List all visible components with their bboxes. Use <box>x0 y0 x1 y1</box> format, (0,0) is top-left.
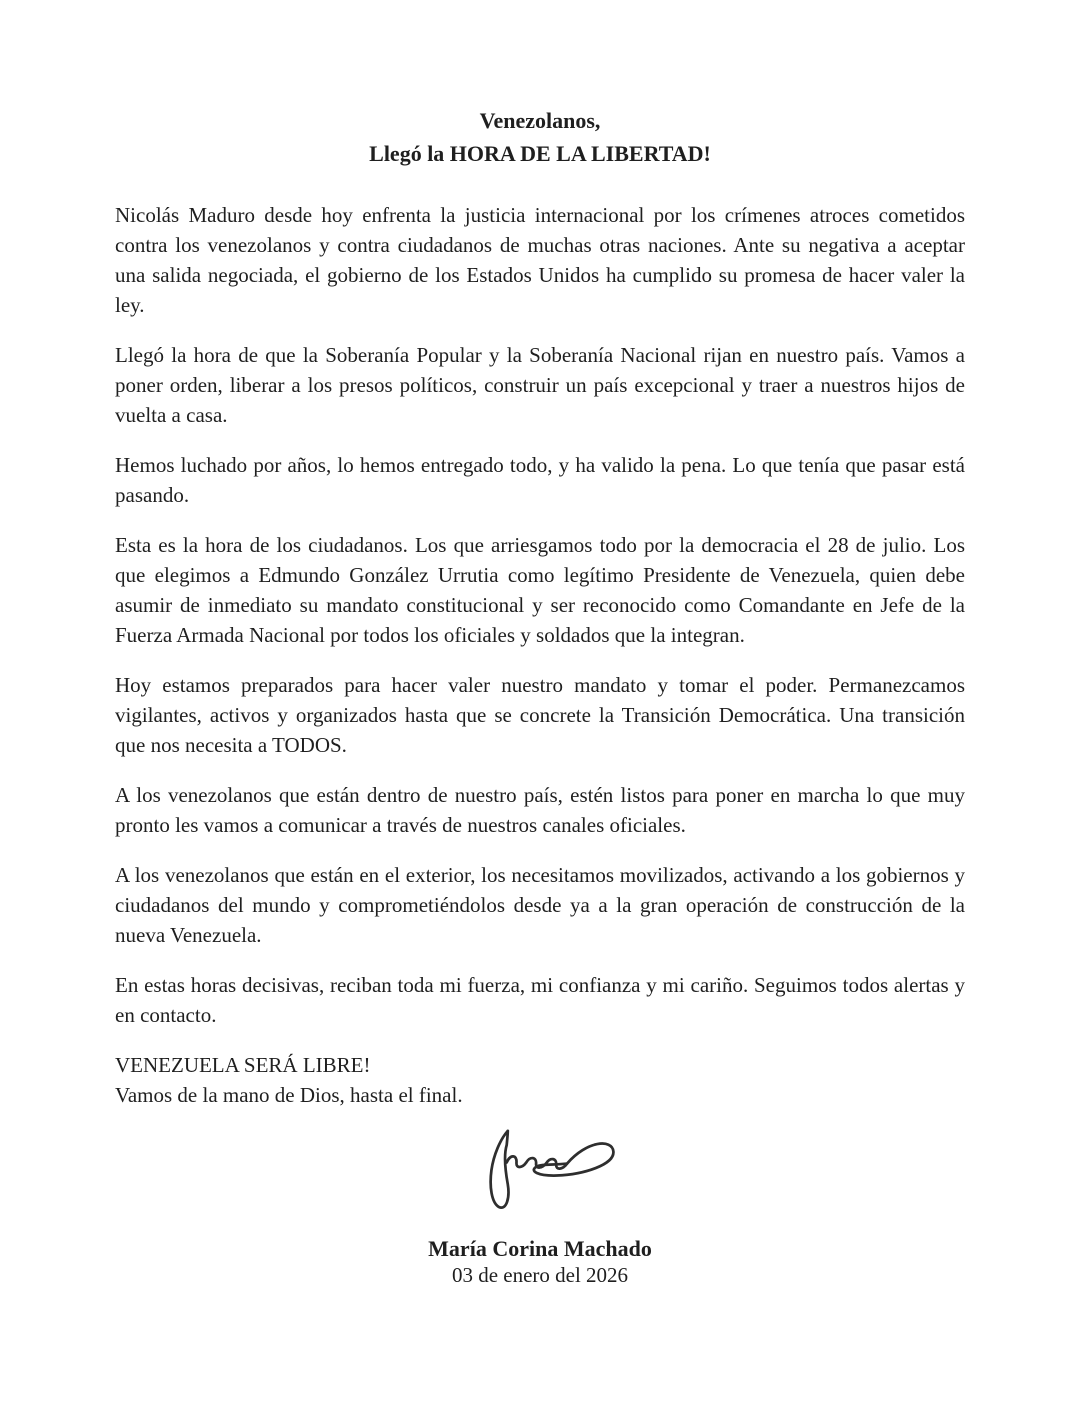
letter-content <box>115 104 965 1288</box>
letter-closing <box>115 1050 965 1110</box>
letter-paragraph-1: Nicolás Maduro desde hoy enfrenta la justicia internacional por los crímenes atroces cometidos contra los venezolanos y contra ciudadanos de muchas otras naciones. Ante su negativa a aceptar una salida negociada, el gobierno de los Estados Unidos ha cumplido su promesa de hacer valer la ley. <box>115 203 965 317</box>
heading-line-1: Venezolanos, <box>479 108 601 133</box>
letter-heading <box>115 104 965 170</box>
signature-name: María Corina Machado <box>428 1236 652 1261</box>
letter-paragraph-3: Hemos luchado por años, lo hemos entregado todo, y ha valido la pena. Lo que tenía que pasar está pasando. <box>115 453 965 507</box>
heading-line-2: Llegó la HORA DE LA LIBERTAD! <box>369 141 711 166</box>
letter-paragraph-7: A los venezolanos que están en el exterior, los necesitamos movilizados, activando a los gobiernos y ciudadanos del mundo y comprometiéndolos desde ya a la gran operación de construcción de la nueva Venezuela. <box>115 863 965 947</box>
letter-paragraph-4: Esta es la hora de los ciudadanos. Los que arriesgamos todo por la democracia el 28 de julio. Los que elegimos a Edmundo González Urrutia como legítimo Presidente de Venezuela, quien debe asumir de inmediato su mandato constitucional y ser reconocido como Comandante en Jefe de la Fuerza Armada Nacional por todos los oficiales y soldados que la integran. <box>115 533 965 647</box>
letter-body <box>115 200 965 1030</box>
letter-paragraph-2: Llegó la hora de que la Soberanía Popular y la Soberanía Nacional rijan en nuestro país. Vamos a poner orden, liberar a los presos políticos, construir un país excepcional y traer a nuestros hijos de vuelta a casa. <box>115 343 965 427</box>
closing-line-1: VENEZUELA SERÁ LIBRE! <box>115 1053 371 1077</box>
letter-paragraph-8: En estas horas decisivas, reciban toda mi fuerza, mi confianza y mi cariño. Seguimos todos alertas y en contacto. <box>115 973 965 1027</box>
letter-paragraph-6: A los venezolanos que están dentro de nuestro país, estén listos para poner en marcha lo que muy pronto les vamos a comunicar a través de nuestros canales oficiales. <box>115 783 965 837</box>
letter-paragraph-5: Hoy estamos preparados para hacer valer nuestro mandato y tomar el poder. Permanezcamos vigilantes, activos y organizados hasta que se concrete la Transición Democrática. Una transición que nos necesita a TODOS. <box>115 673 965 757</box>
signature-block <box>115 1120 965 1288</box>
signature-date: 03 de enero del 2026 <box>451 1263 629 1287</box>
handwritten-signature-image <box>453 1120 617 1223</box>
closing-line-2: Vamos de la mano de Dios, hasta el final. <box>115 1083 463 1107</box>
